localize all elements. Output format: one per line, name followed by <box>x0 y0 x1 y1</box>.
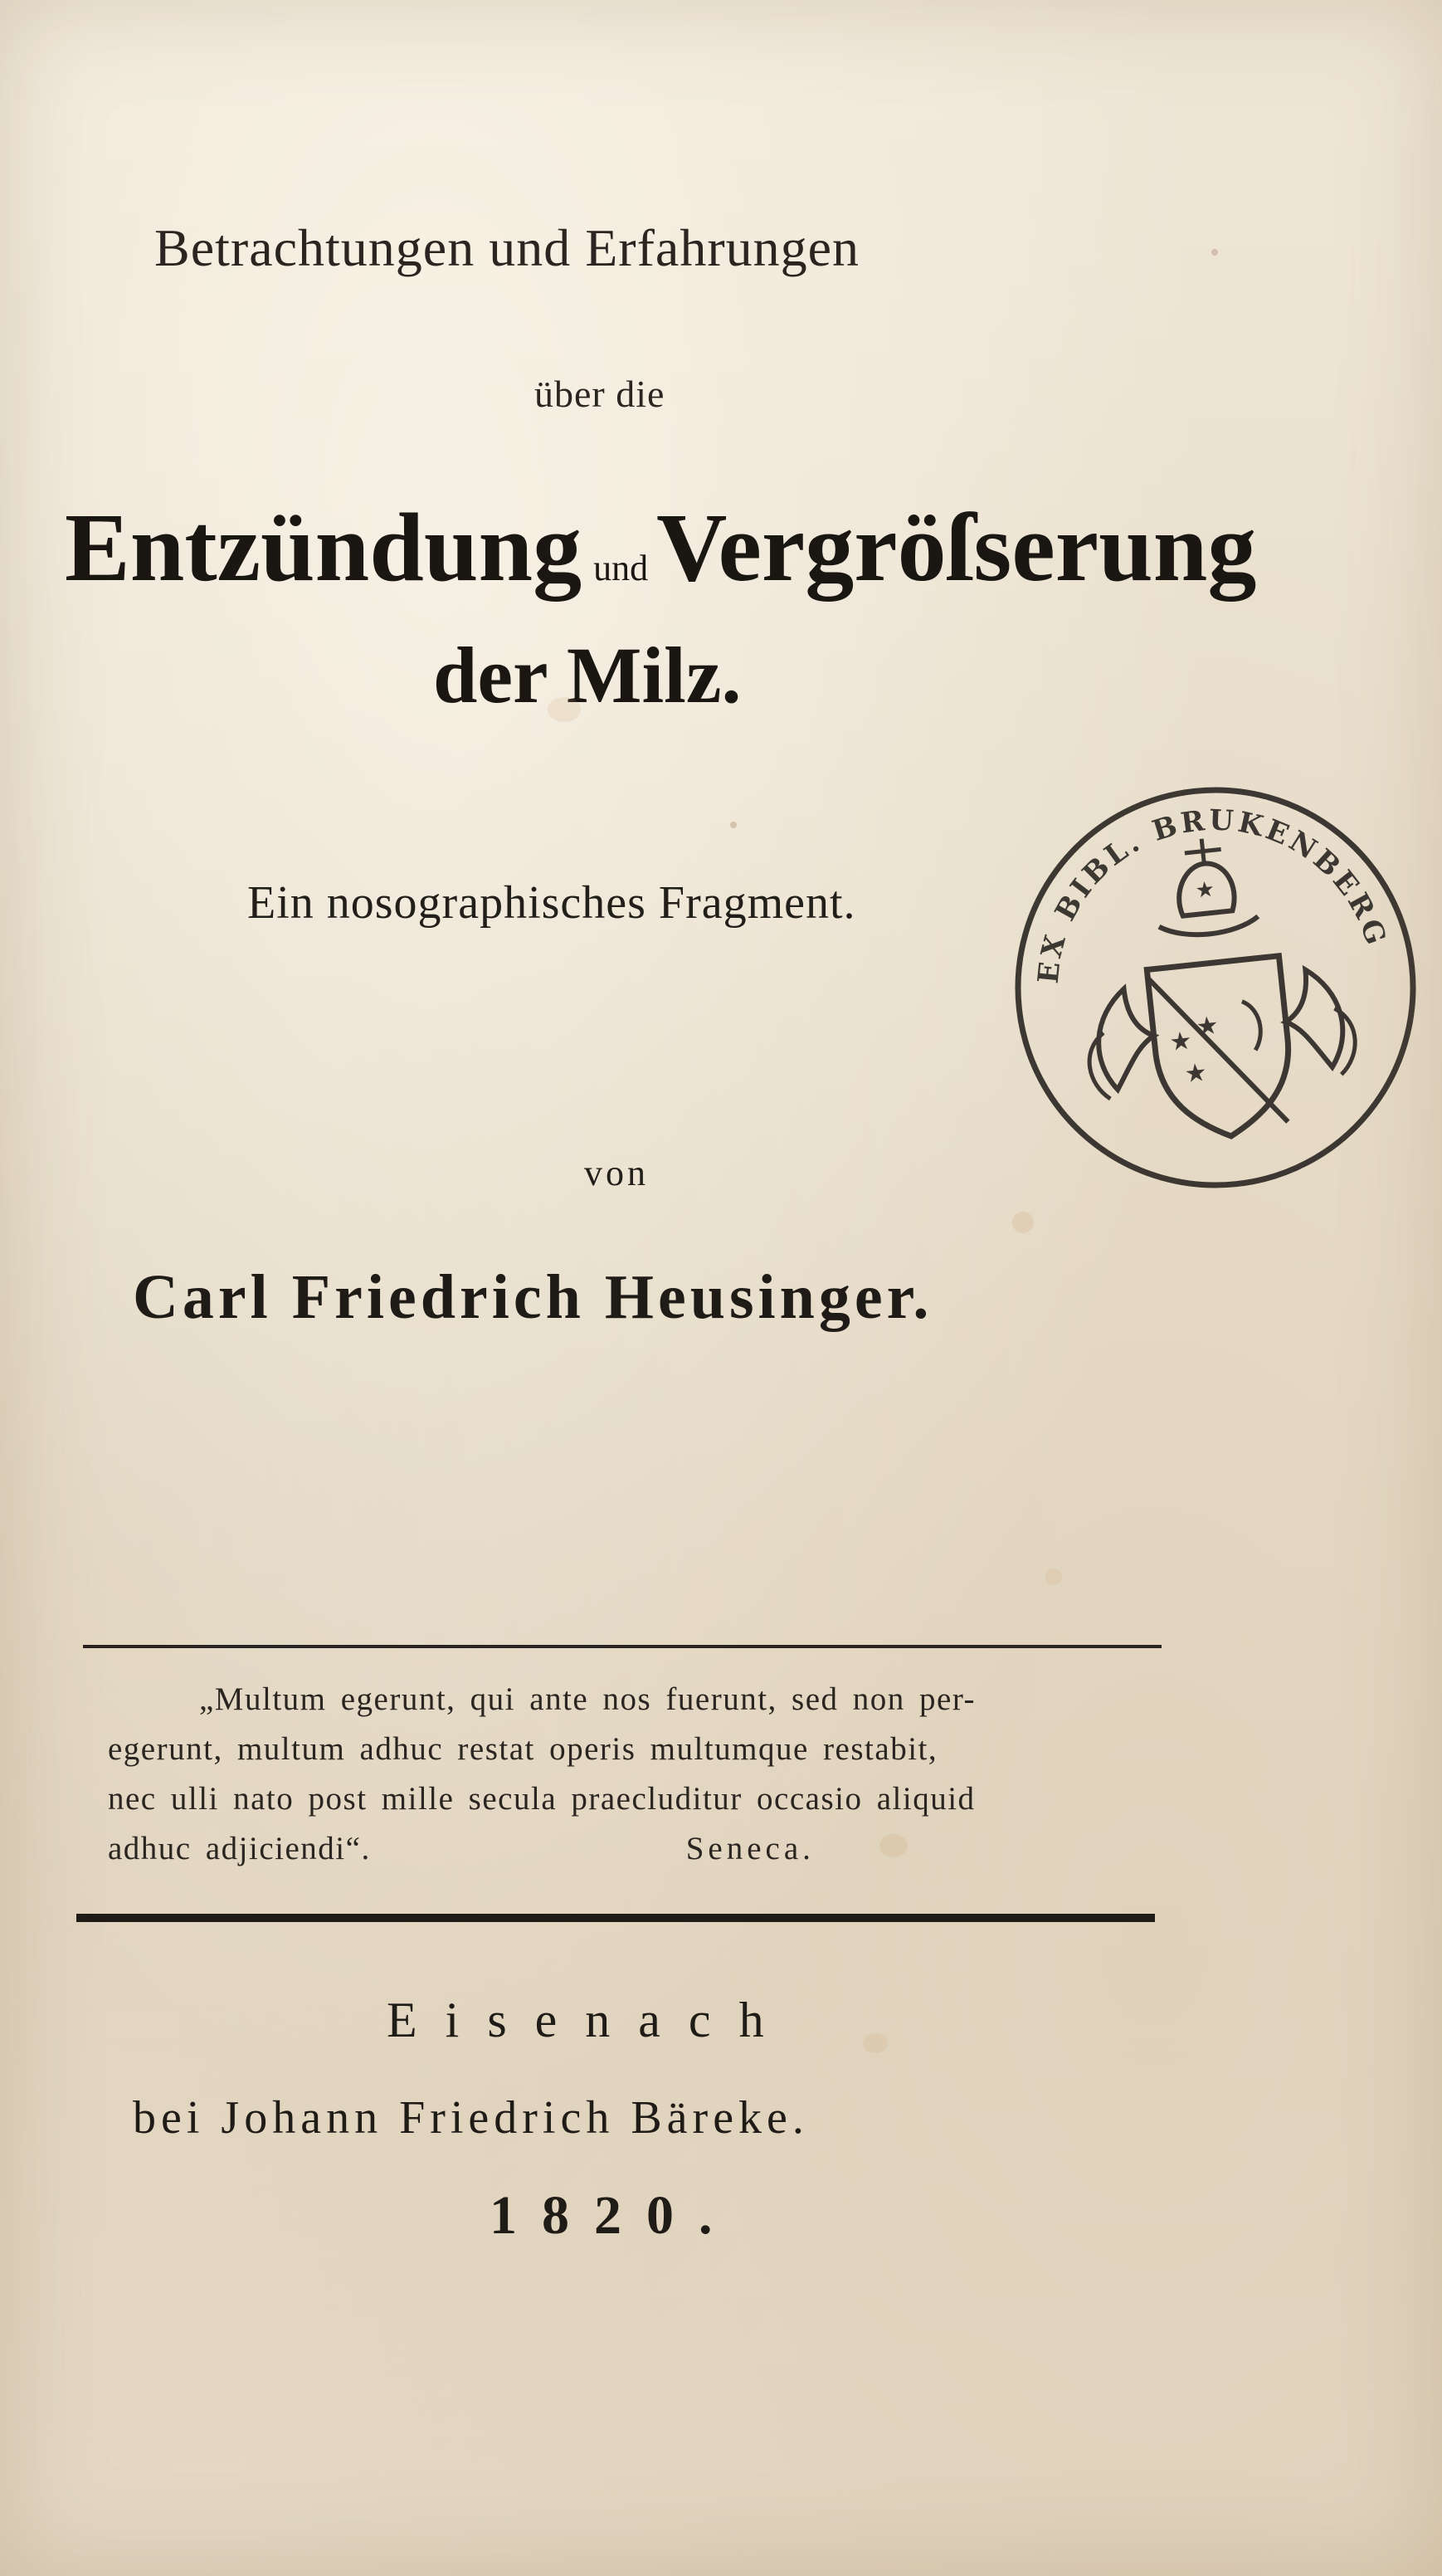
title-line-1: Betrachtungen und Erfahrungen <box>154 218 860 277</box>
main-title-und: und <box>593 548 649 588</box>
main-title-line-2: der Milz. <box>433 631 742 720</box>
library-stamp <box>978 750 1442 1225</box>
svg-text:★: ★ <box>1182 1057 1209 1090</box>
svg-text:★: ★ <box>1167 1026 1194 1058</box>
paper-speck <box>863 2033 888 2053</box>
coat-of-arms-icon <box>978 750 1442 1225</box>
epigraph-line-4: adhuc adjiciendi“. <box>108 1831 371 1866</box>
epigraph-line-3: nec ulli nato post mille secula praecluditur occasio aliquid <box>108 1781 976 1817</box>
paper-speck <box>1045 1569 1062 1585</box>
epigraph-line-1: „Multum egerunt, qui ante nos fuerunt, sed non per- <box>199 1681 977 1717</box>
epigraph-line-2: egerunt, multum adhuc restat operis multumque restabit, <box>108 1731 938 1767</box>
imprint-year: 1820. <box>490 2185 738 2246</box>
svg-text:EX BIBL. BRUKENBERG: EX BIBL. BRUKENBERG <box>1031 803 1394 985</box>
epigraph <box>108 1675 1178 1874</box>
svg-text:★: ★ <box>1194 876 1216 904</box>
paper-speck <box>1012 1212 1034 1233</box>
paper-speck <box>548 697 581 722</box>
main-title-part-1: Entzündung <box>65 493 582 602</box>
epigraph-attribution: Seneca. <box>685 1831 815 1866</box>
by-line: von <box>584 1153 649 1193</box>
paper-speck <box>730 822 737 828</box>
main-title <box>0 491 1442 604</box>
epigraph-top-rule <box>83 1645 1162 1648</box>
svg-text:★: ★ <box>1195 1010 1220 1042</box>
imprint-publisher: bei Johann Friedrich Bäreke. <box>133 2092 809 2144</box>
author-name: Carl Friedrich Heusinger. <box>133 1262 933 1332</box>
paper-speck <box>1211 249 1218 256</box>
subtitle: Ein nosographisches Fragment. <box>247 877 856 929</box>
epigraph-bottom-rule <box>76 1914 1155 1922</box>
imprint-city: Eisenach <box>387 1993 792 2047</box>
title-line-2: über die <box>534 373 665 415</box>
main-title-part-2: Vergröſserung <box>656 493 1257 602</box>
paper-speck <box>879 1834 908 1857</box>
